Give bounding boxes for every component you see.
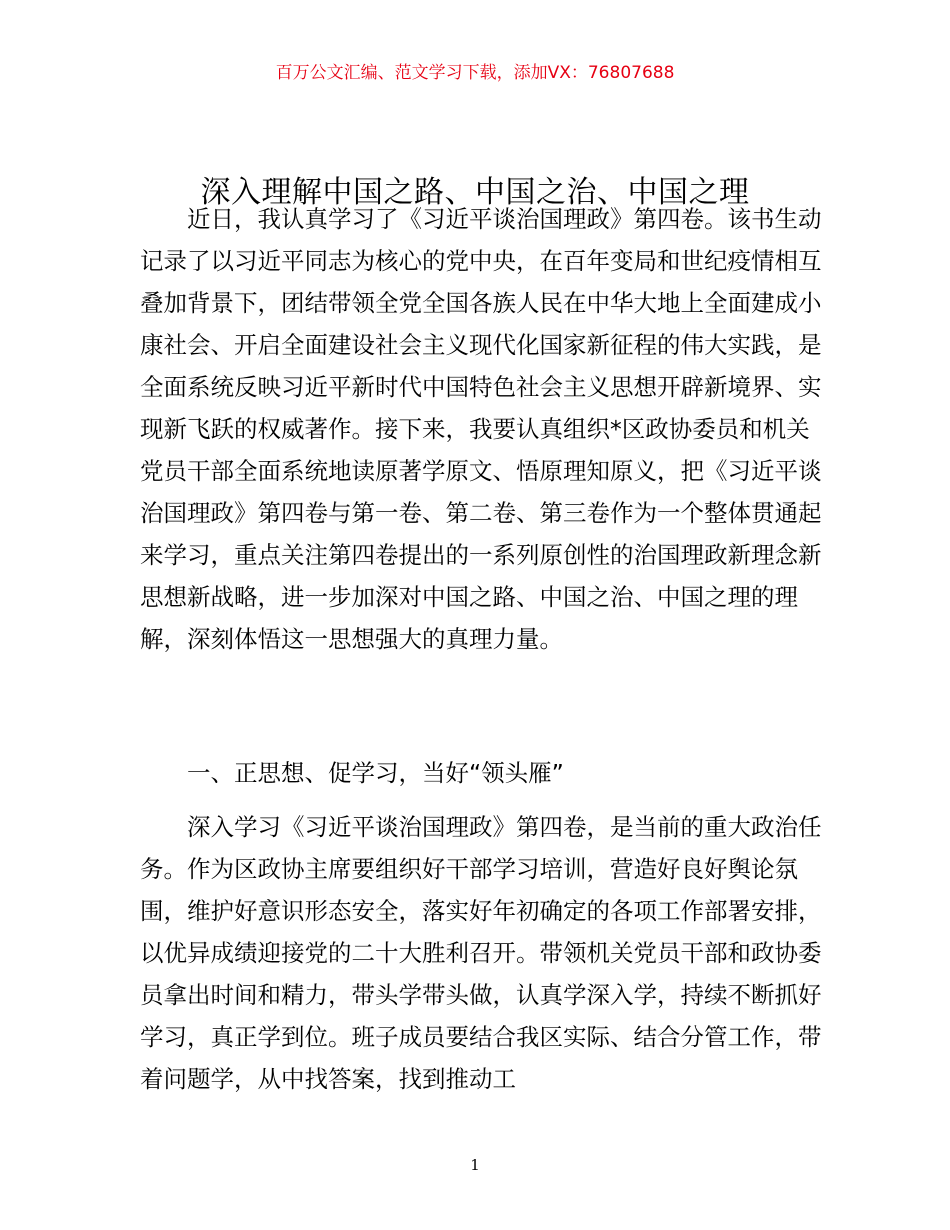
page-number: 1: [470, 1156, 480, 1174]
paragraph-intro: 近日，我认真学习了《习近平谈治国理政》第四卷。该书生动记录了以习近平同志为核心的党中央，在百年变局和世纪疫情相互叠加背景下，团结带领全党全国各族人民在中华大地上全面建成小康社会、开启全面建设社会主义现代化国家新征程的伟大实践，是全面系统反映习近平新时代中国特色社会主义思想开辟新境界、实现新飞跃的权威著作。接下来，我要认真组织*区政协委员和机关党员干部全面系统地读原著学原文、悟原理知原义，把《习近平谈治国理政》第四卷与第一卷、第二卷、第三卷作为一个整体贯通起来学习，重点关注第四卷提出的一系列原创性的治国理政新理念新思想新战略，进一步加深对中国之路、中国之治、中国之理的理解，深刻体悟这一思想强大的真理力量。: [140, 205, 822, 653]
section-heading-1: 一、正思想、促学习，当好“领头雁”: [187, 759, 564, 787]
header-note: 百万公文汇编、范文学习下载，添加VX：76807688: [275, 63, 675, 83]
paragraph-section-1: 深入学习《习近平谈治国理政》第四卷，是当前的重大政治任务。作为区政协主席要组织好干部学习培训，营造好良好舆论氛围，维护好意识形态安全，落实好年初确定的各项工作部署安排，以优异成绩迎接党的二十大胜利召开。带领机关党员干部和政协委员拿出时间和精力，带头学带头做，认真学深入学，持续不断抓好学习，真正学到位。班子成员要结合我区实际、结合分管工作，带着问题学，从中找答案，找到推动工: [140, 813, 822, 1093]
document-title: 深入理解中国之路、中国之治、中国之理: [200, 175, 750, 210]
